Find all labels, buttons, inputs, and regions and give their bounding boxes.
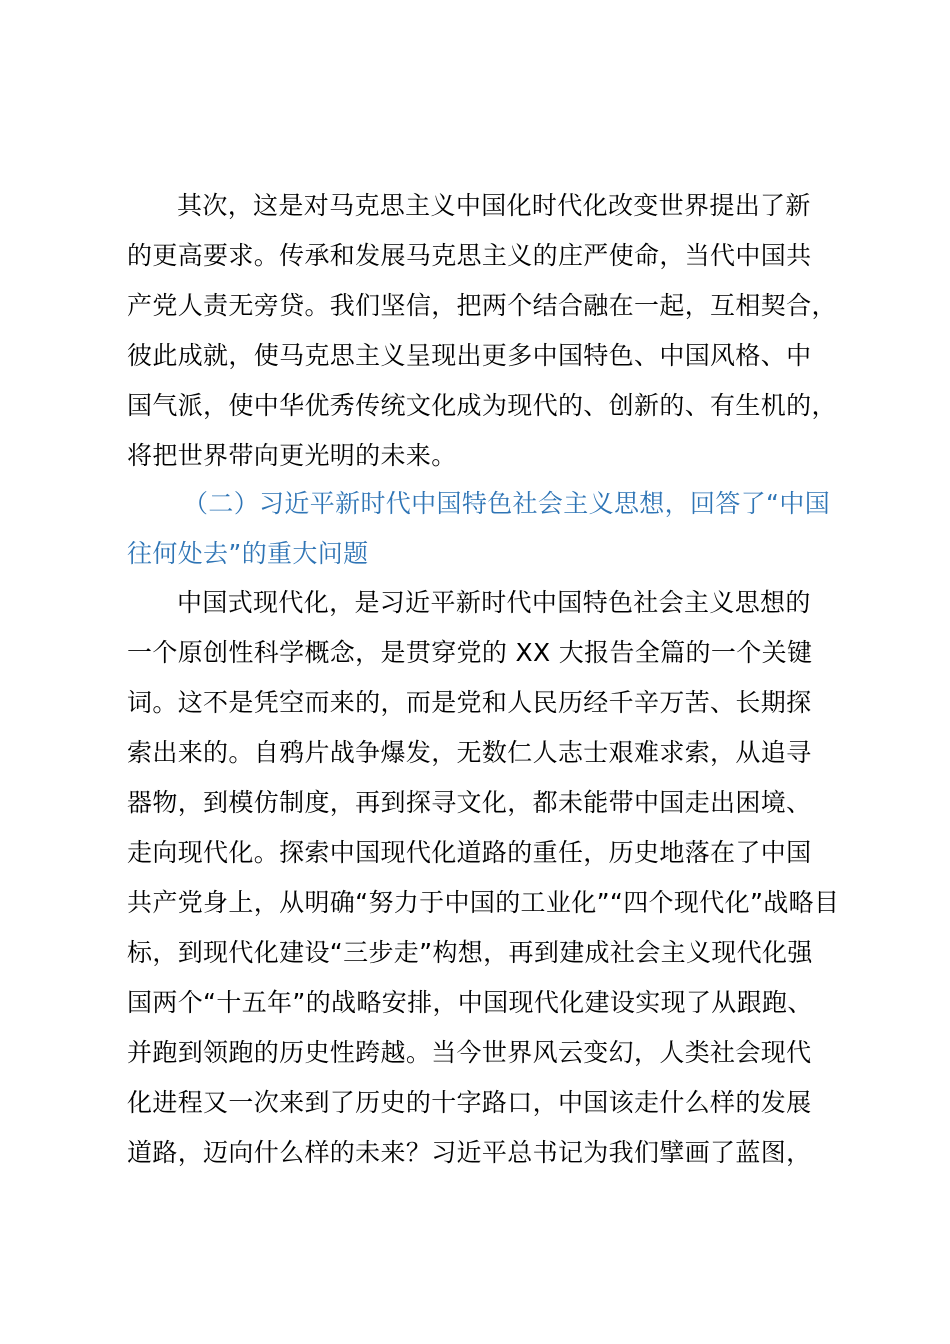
- paragraph-line: 国两个“十五年”的战略安排，中国现代化建设实现了从跟跑、: [127, 988, 813, 1017]
- paragraph-line: 索出来的。自鸦片战争爆发，无数仁人志士艰难求索，从追寻: [127, 738, 812, 767]
- paragraph-line: 词。这不是凭空而来的，而是党和人民历经千辛万苦、长期探: [127, 688, 812, 717]
- paragraph-line: 走向现代化。探索中国现代化道路的重任，历史地落在了中国: [127, 838, 812, 867]
- paragraph-line: 的更高要求。传承和发展马克思主义的庄严使命，当代中国共: [127, 241, 812, 270]
- heading-line: （二）习近平新时代中国特色社会主义思想，回答了“中国: [183, 489, 831, 518]
- paragraph-line: 道路，迈向什么样的未来？习近平总书记为我们擘画了蓝图，: [127, 1138, 812, 1167]
- paragraph-line: 并跑到领跑的历史性跨越。当今世界风云变幻，人类社会现代: [127, 1038, 812, 1067]
- section-heading: [127, 479, 857, 579]
- paragraph-line: 其次，这是对马克思主义中国化时代化改变世界提出了新: [177, 191, 811, 220]
- paragraph-line: 标，到现代化建设“三步走”构想，再到建成社会主义现代化强: [127, 938, 813, 967]
- paragraph-line: 彼此成就，使马克思主义呈现出更多中国特色、中国风格、中: [127, 341, 812, 370]
- paragraph-2: [127, 578, 857, 1178]
- paragraph-line: 产党人责无旁贷。我们坚信，把两个结合融在一起，互相契合，: [127, 291, 837, 320]
- paragraph-line: 化进程又一次来到了历史的十字路口，中国该走什么样的发展: [127, 1088, 812, 1117]
- paragraph-line: 将把世界带向更光明的未来。: [127, 441, 457, 470]
- heading-line: 往何处去”的重大问题: [127, 539, 369, 568]
- paragraph-line: 共产党身上，从明确“努力于中国的工业化”“四个现代化”战略目: [127, 888, 840, 917]
- paragraph-line: 中国式现代化，是习近平新时代中国特色社会主义思想的: [177, 588, 811, 617]
- paragraph-line: 国气派，使中华优秀传统文化成为现代的、创新的、有生机的，: [127, 391, 837, 420]
- paragraph-1: [127, 181, 857, 481]
- paragraph-line: 器物，到模仿制度，再到探寻文化，都未能带中国走出困境、: [127, 788, 812, 817]
- paragraph-line: 一个原创性科学概念，是贯穿党的 XX 大报告全篇的一个关键: [127, 638, 813, 667]
